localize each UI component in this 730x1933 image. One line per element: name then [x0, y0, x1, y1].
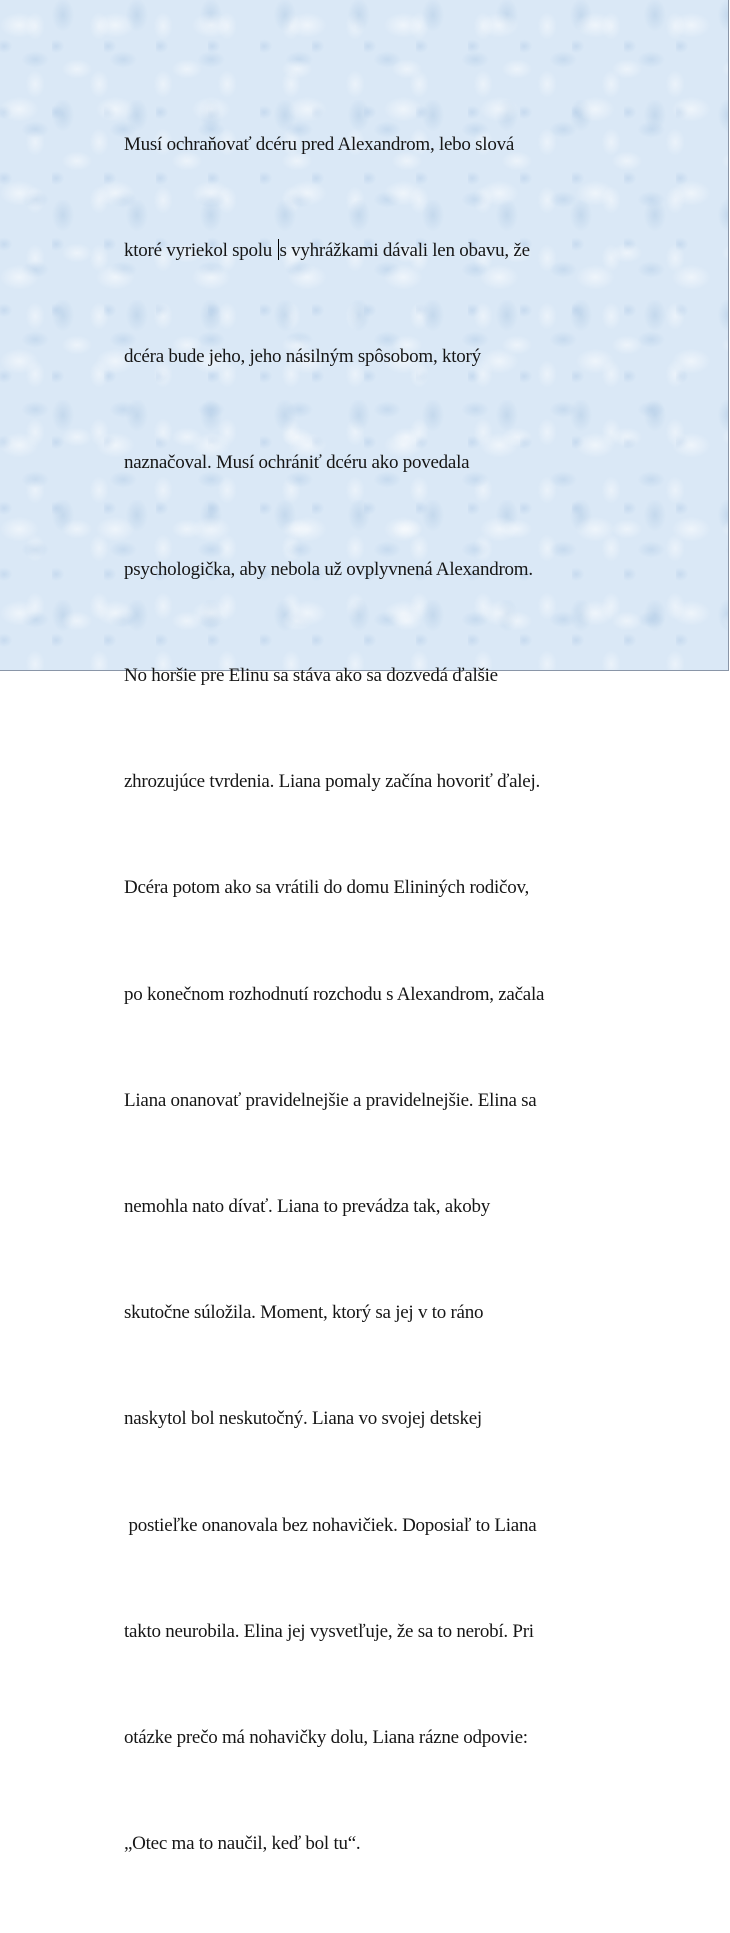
text-line: „Otec ma to naučil, keď bol tu“.	[124, 1833, 361, 1855]
text-line: naskytol bol neskutočný. Liana vo svojej detskej	[124, 1408, 482, 1430]
text-line: Liana onanovať pravidelnejšie a pravidelnejšie. Elina sa	[124, 1089, 537, 1111]
text-after-cursor: s vyhrážkami dávali len obavu, že	[279, 240, 530, 262]
text-before-cursor: ktoré vyriekol spolu	[124, 240, 277, 262]
text-line: po konečnom rozhodnutí rozchodu s Alexandrom, začala	[124, 983, 545, 1005]
text-line: No horšie pre Elinu sa stáva ako sa dozvedá ďalšie	[124, 664, 498, 686]
document-text[interactable]	[124, 56, 624, 1933]
text-line: Musí ochraňovať dcéru pred Alexandrom, lebo slová	[124, 133, 515, 155]
text-line: dcéra bude jeho, jeho násilným spôsobom, ktorý	[124, 346, 481, 368]
text-line: postieľke onanovala bez nohavičiek. Doposiaľ to Liana	[124, 1514, 537, 1536]
text-line: takto neurobila. Elina jej vysvetľuje, že sa to nerobí. Pri	[124, 1620, 534, 1642]
text-line: naznačoval. Musí ochrániť dcéru ako povedala	[124, 452, 470, 474]
text-line: Dcéra potom ako sa vrátili do domu Elininých rodičov,	[124, 877, 530, 899]
text-line-with-cursor	[124, 233, 624, 268]
text-line: nemohla nato dívať. Liana to prevádza tak, akoby	[124, 1196, 490, 1217]
text-line: skutočne súložila. Moment, ktorý sa jej v to ráno	[124, 1302, 484, 1324]
text-line: otázke prečo má nohavičky dolu, Liana rázne odpovie:	[124, 1727, 528, 1749]
text-line: zhrozujúce tvrdenia. Liana pomaly začína hovoriť ďalej.	[124, 771, 541, 793]
text-cursor	[278, 239, 279, 260]
text-line: psychologička, aby nebola už ovplyvnená Alexandrom.	[124, 558, 533, 580]
